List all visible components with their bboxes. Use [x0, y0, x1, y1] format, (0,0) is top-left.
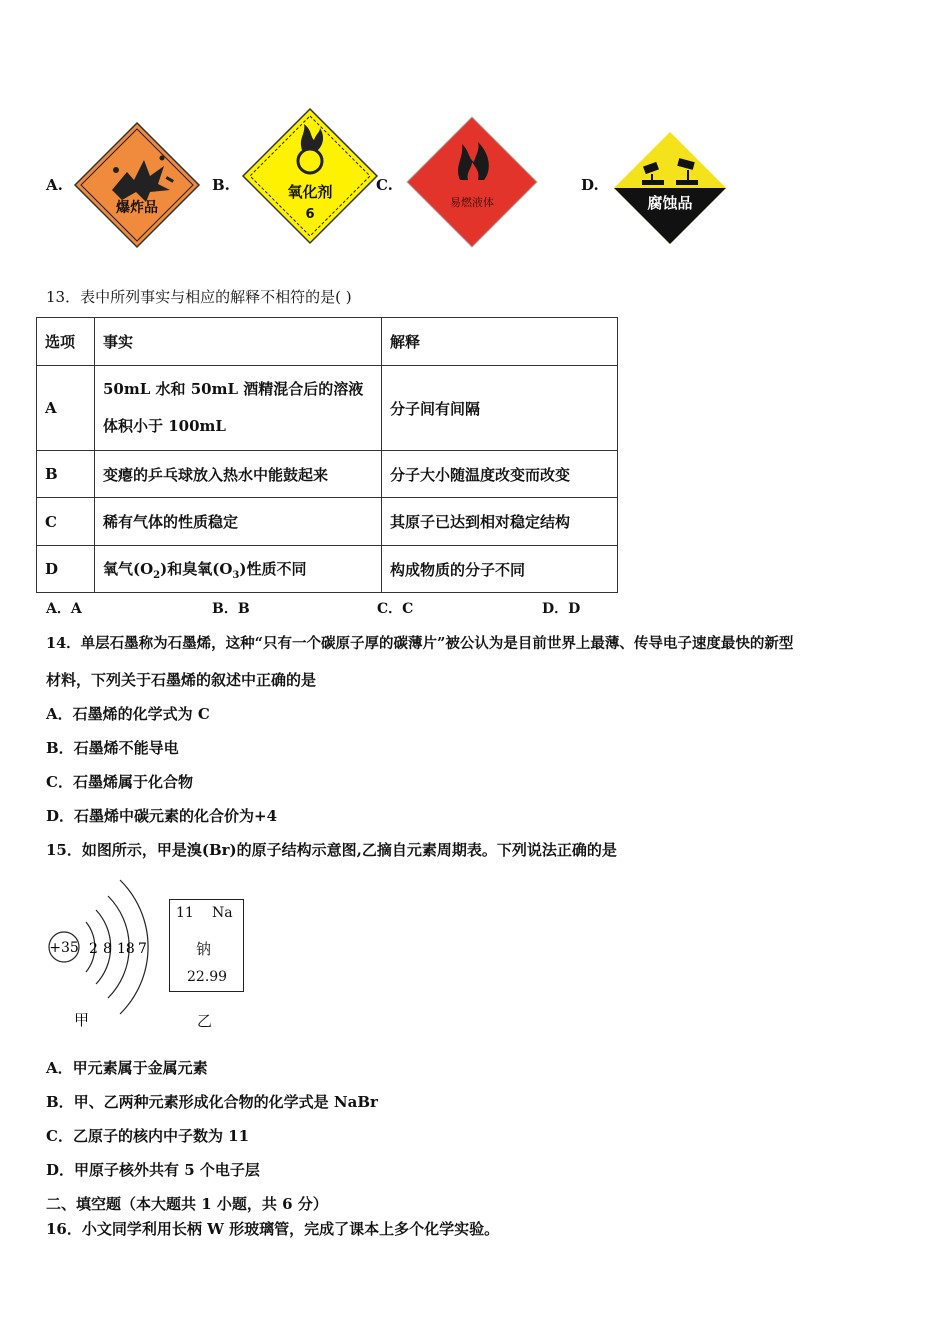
- table-row: [37, 498, 618, 546]
- oxidizer-sign: [240, 106, 380, 246]
- table-header-row: [37, 318, 618, 366]
- row-d-fact-part: 氧气(O: [103, 559, 154, 578]
- bromine-atom-diagram: [44, 872, 164, 1032]
- row-d-fact-part: )和臭氧(O: [160, 559, 233, 578]
- flammable-sign-text: 易燃液体: [450, 196, 494, 209]
- atomic-number: 11: [176, 905, 194, 921]
- q15-choice-b[interactable]: B．甲、乙两种元素形成化合物的化学式是 NaBr: [46, 1093, 378, 1111]
- row-a-option: A: [37, 366, 95, 451]
- option-b-label: B.: [212, 176, 230, 194]
- shell-3-electrons: 18: [117, 941, 135, 957]
- q14-choice-b[interactable]: B．石墨烯不能导电: [46, 739, 179, 757]
- explosive-sign-text: 爆炸品: [116, 200, 158, 216]
- shell-4-electrons: 7: [138, 941, 147, 957]
- header-option: 选项: [37, 318, 95, 366]
- row-d-subscript: 3: [232, 569, 240, 581]
- row-d-option: D: [37, 546, 95, 593]
- row-c-explanation: 其原子已达到相对稳定结构: [382, 498, 618, 546]
- shell-1-electrons: 2: [89, 941, 98, 957]
- q14-stem-line2: 材料，下列关于石墨烯的叙述中正确的是: [46, 671, 317, 689]
- q16-stem: 16．小文同学利用长柄 W 形玻璃管，完成了课本上多个化学实验。: [46, 1220, 500, 1238]
- row-a-fact: [95, 366, 382, 451]
- row-b-explanation: 分子大小随温度改变而改变: [382, 451, 618, 498]
- table-row: [37, 451, 618, 498]
- header-explanation: 解释: [382, 318, 618, 366]
- row-d-fact-part: )性质不同: [239, 559, 307, 578]
- row-b-fact: 变瘪的乒乓球放入热水中能鼓起来: [95, 451, 382, 498]
- explosive-sign: [72, 120, 202, 250]
- atom-diagram-label: 甲: [74, 1011, 90, 1029]
- element-symbol: Na: [212, 905, 233, 921]
- row-d-subscript: 2: [153, 569, 161, 581]
- q13-question: 13．表中所列事实与相应的解释不相符的是( ): [46, 288, 352, 306]
- q15-choice-d[interactable]: D．甲原子核外共有 5 个电子层: [46, 1161, 260, 1179]
- option-c-label: C.: [376, 176, 393, 194]
- oxidizer-class-number: 6: [305, 207, 315, 222]
- periodic-table-cell: [169, 899, 244, 992]
- q13-choice-d[interactable]: D．D: [542, 601, 581, 617]
- section-2-title: 二、填空题（本大题共 1 小题，共 6 分）: [46, 1195, 328, 1213]
- corrosive-sign: [612, 130, 728, 246]
- row-a-fact-line2: 体积小于 100mL: [103, 417, 226, 435]
- atomic-mass: 22.99: [187, 969, 228, 985]
- row-b-option: B: [37, 451, 95, 498]
- table-row: [37, 366, 618, 451]
- oxidizer-sign-text: 氧化剂: [287, 183, 333, 201]
- q13-choice-a[interactable]: A．A: [46, 601, 82, 617]
- table-row: [37, 546, 618, 593]
- row-c-fact: 稀有气体的性质稳定: [95, 498, 382, 546]
- q15-choice-a[interactable]: A．甲元素属于金属元素: [46, 1059, 208, 1077]
- q15-stem: 15．如图所示，甲是溴(Br)的原子结构示意图,乙摘自元素周期表。下列说法正确的是: [46, 841, 617, 859]
- q15-choice-c[interactable]: C．乙原子的核内中子数为 11: [46, 1127, 250, 1145]
- option-d-label: D.: [581, 176, 599, 194]
- row-d-explanation: 构成物质的分子不同: [382, 546, 618, 593]
- element-name: 钠: [196, 940, 212, 958]
- row-d-fact: [95, 546, 382, 593]
- q13-table: [36, 317, 618, 593]
- row-a-explanation: 分子间有间隔: [382, 366, 618, 451]
- element-cell-label: 乙: [197, 1012, 213, 1030]
- row-a-fact-line1: 50mL 水和 50mL 酒精混合后的溶液: [103, 380, 364, 398]
- shell-2-electrons: 8: [103, 941, 112, 957]
- q14-stem-line1: 14．单层石墨称为石墨烯，这种“只有一个碳原子厚的碳薄片”被公认为是目前世界上最薄、传导电子速度最快的新型: [46, 635, 794, 652]
- q14-choice-a[interactable]: A．石墨烯的化学式为 C: [46, 705, 210, 723]
- header-fact: 事实: [95, 318, 382, 366]
- flammable-liquid-sign: [404, 114, 540, 250]
- q14-choice-d[interactable]: D．石墨烯中碳元素的化合价为+4: [46, 807, 278, 825]
- q13-choice-c[interactable]: C．C: [377, 601, 414, 617]
- q13-choice-b[interactable]: B．B: [212, 601, 250, 617]
- row-c-option: C: [37, 498, 95, 546]
- option-a-label: A.: [46, 176, 63, 194]
- corrosive-sign-text: 腐蚀品: [647, 194, 693, 212]
- q14-choice-c[interactable]: C．石墨烯属于化合物: [46, 773, 193, 791]
- nucleus-charge: +35: [49, 940, 79, 956]
